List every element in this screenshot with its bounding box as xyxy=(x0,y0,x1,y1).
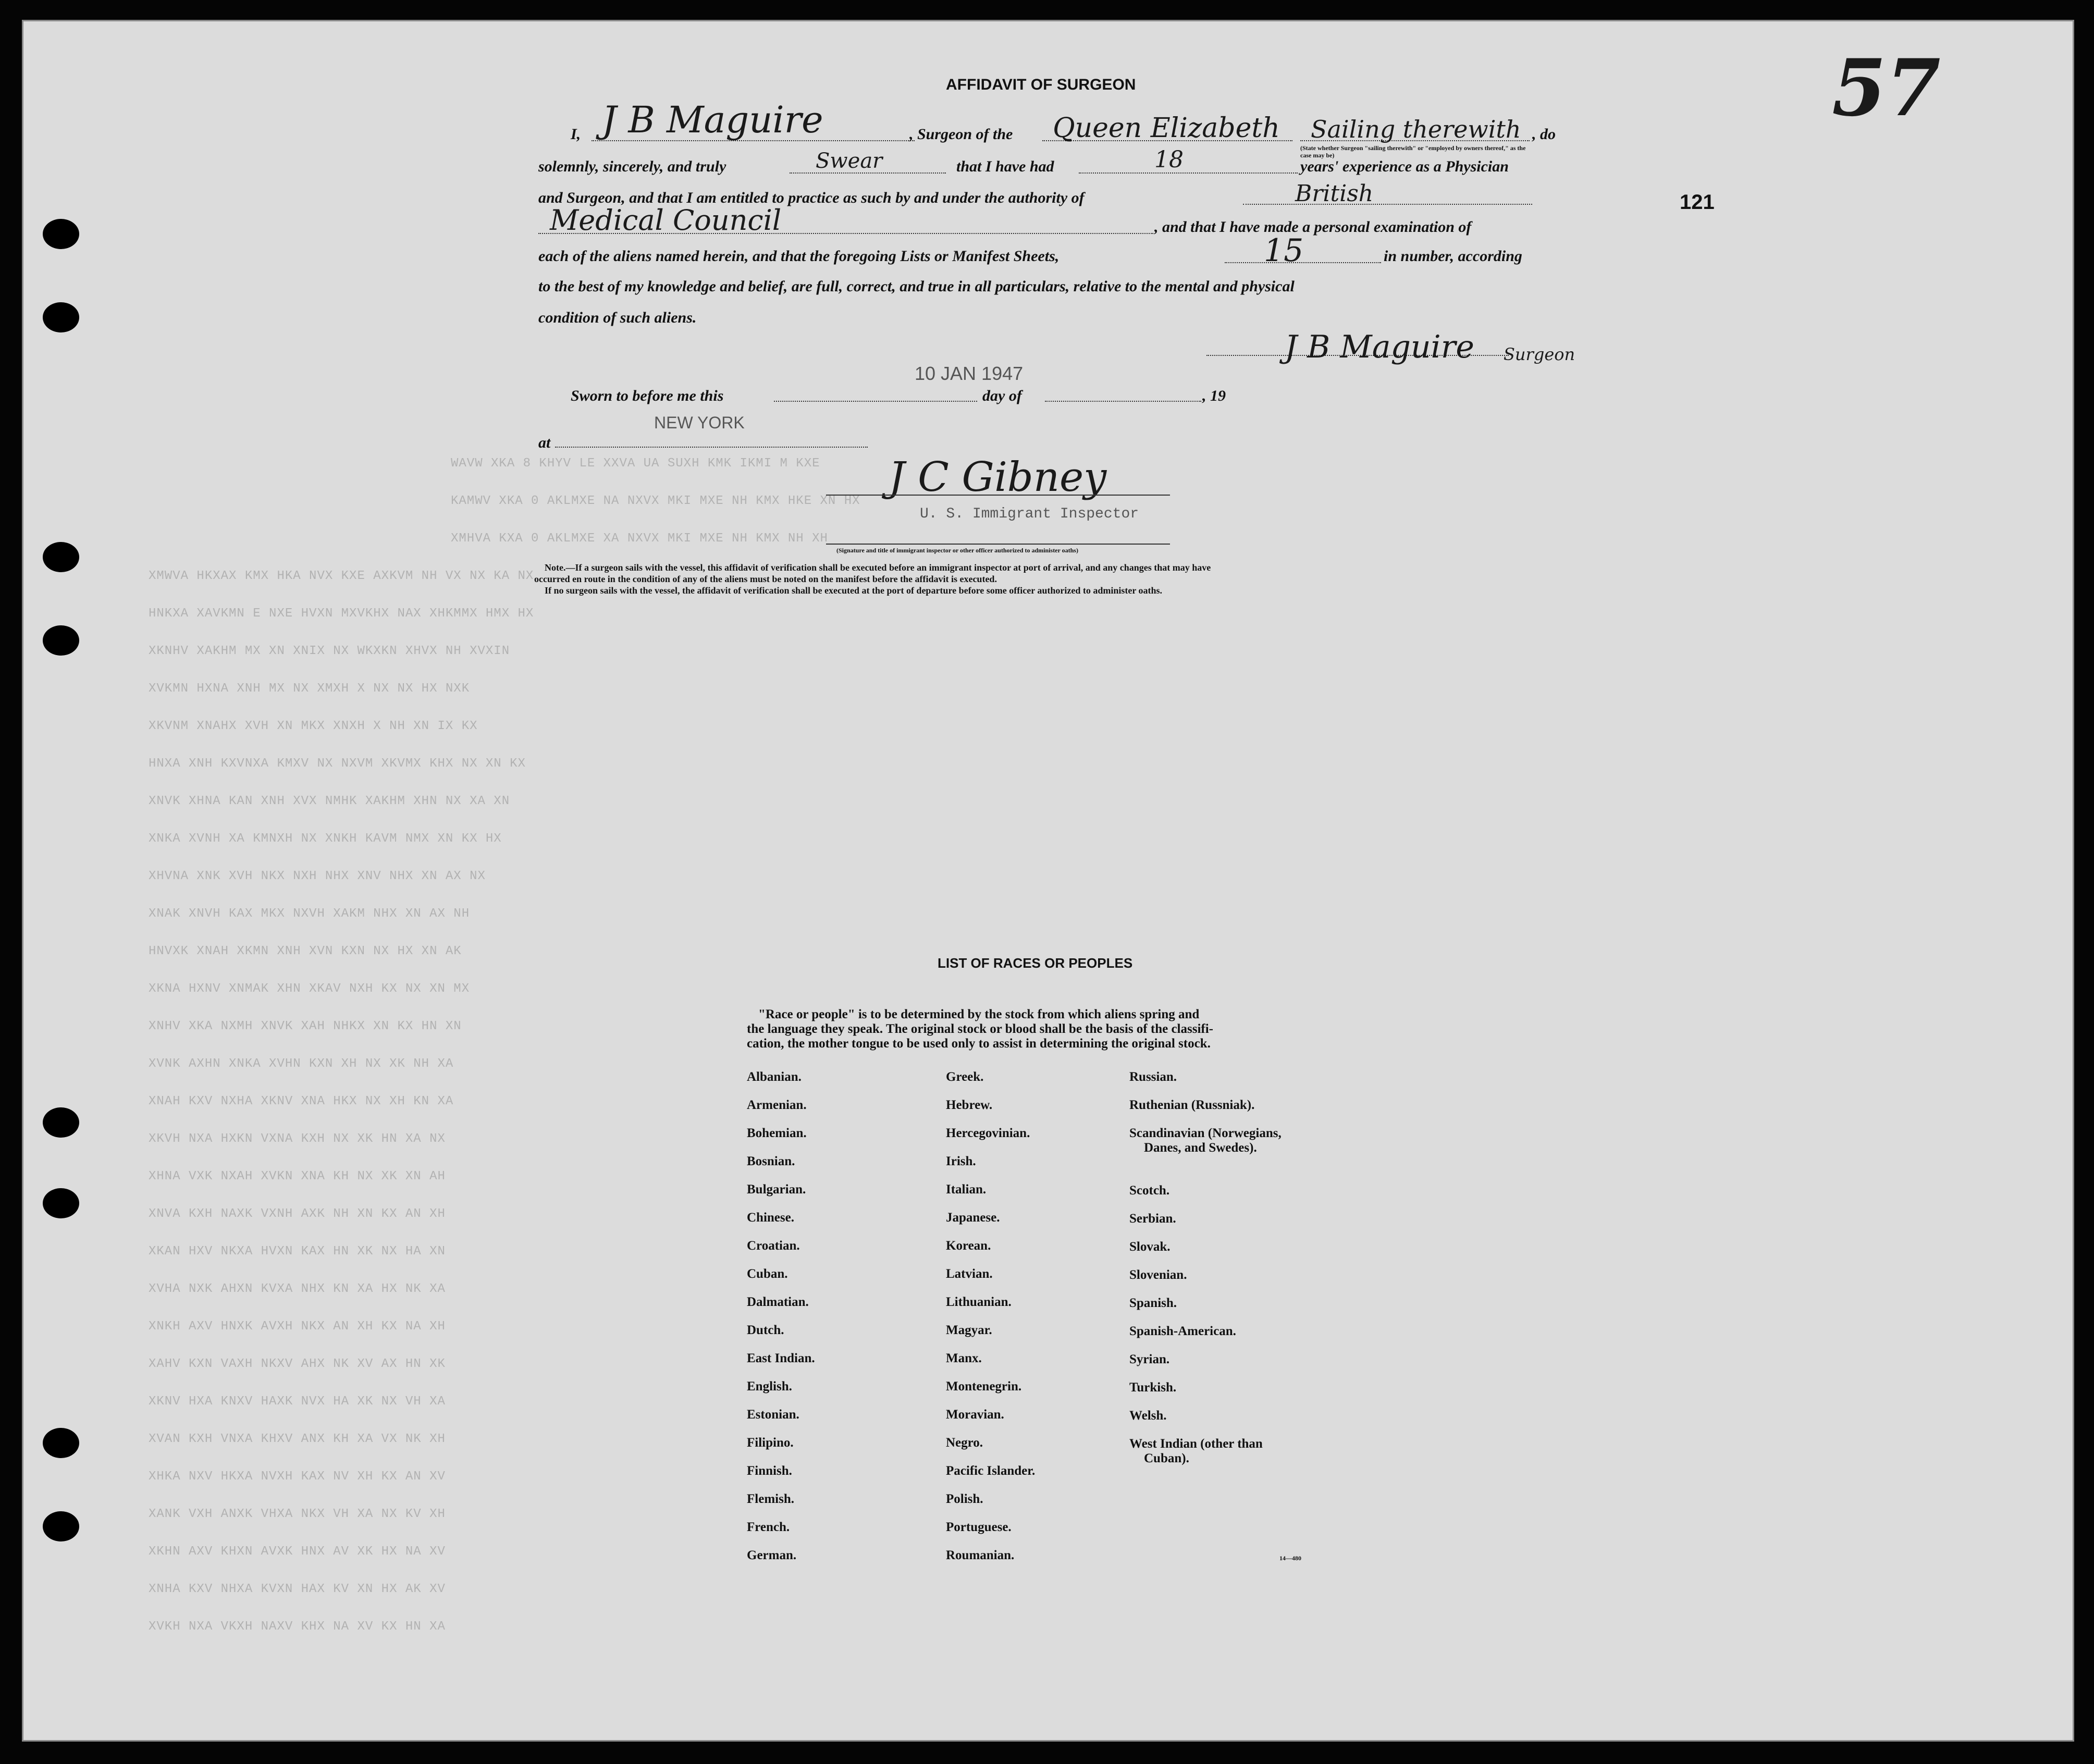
race-item: Syrian. xyxy=(1129,1352,1170,1366)
years-line xyxy=(1079,172,1298,174)
ghost-row: XKVH NXA HXKN VXNA KXH NX XK HN XA NX xyxy=(149,1132,446,1146)
race-item: Hebrew. xyxy=(946,1098,993,1112)
race-item: Manx. xyxy=(946,1351,982,1365)
inspector-signature-line xyxy=(826,495,1170,496)
race-item: Montenegrin. xyxy=(946,1379,1022,1393)
ghost-row: XHKA NXV HKXA NVXH KAX NV XH KX AN XV xyxy=(149,1470,446,1484)
affidavit-line2-experience: years' experience as a Physician xyxy=(1300,158,1509,175)
council-handwritten: Medical Council xyxy=(550,204,782,237)
ghost-row: XNVK XHNA KAN XNH XVX NMHK XAKHM XHN NX XA XN xyxy=(149,794,510,808)
binder-hole xyxy=(43,1511,79,1541)
race-item: Polish. xyxy=(946,1492,983,1506)
races-title: LIST OF RACES OR PEOPLES xyxy=(938,955,1133,971)
races-intro-1: "Race or people" is to be determined by the stock from which aliens spring and xyxy=(758,1007,1200,1021)
race-item: Magyar. xyxy=(946,1323,992,1337)
surgeon-status-handwritten: Sailing therewith xyxy=(1311,115,1521,143)
ghost-row: XHVNA XNK XVH NKX NXH NHX XNV NHX XN AX NX xyxy=(149,869,486,883)
race-item: Korean. xyxy=(946,1239,991,1253)
date-stamp: 10 JAN 1947 xyxy=(915,363,1024,384)
oath-handwritten: Swear xyxy=(816,149,883,173)
signature-caption: (Signature and title of immigrant inspector or other officer authorized to administer oaths) xyxy=(836,547,1078,554)
affidavit-line2-prefix: solemnly, sincerely, and truly xyxy=(538,158,726,175)
ghost-row: XVKH NXA VKXH NAXV KHX NA XV KX HN XA xyxy=(149,1620,446,1634)
ghost-row: XNKH AXV HNXK AVXH NKX AN XH KX NA XH xyxy=(149,1319,446,1334)
race-item: Bosnian. xyxy=(747,1154,795,1168)
ghost-row: HNKXA XAVKMN E NXE HVXN MXVKHX NAX XHKMMX HMX HX xyxy=(149,607,534,621)
race-item: Spanish. xyxy=(1129,1296,1177,1310)
ghost-row: XKHN AXV KHXN AVXK HNX AV XK HX NA XV xyxy=(149,1545,446,1559)
race-item: Slovenian. xyxy=(1129,1268,1187,1282)
race-item: Bohemian. xyxy=(747,1126,807,1140)
ghost-row: XVAN KXH VNXA KHXV ANX KH XA VX NK XH xyxy=(149,1432,446,1446)
ghost-row: XKNA HXNV XNMAK XHN XKAV NXH KX NX XN MX xyxy=(149,982,470,996)
race-item: Hercegovinian. xyxy=(946,1126,1030,1140)
race-item: West Indian (other than xyxy=(1129,1437,1263,1451)
affidavit-line5-suffix: in number, according xyxy=(1384,248,1522,265)
ship-note: (State whether Surgeon "sailing therewith" or "employed by owners thereof," as the case may be) xyxy=(1300,144,1526,159)
race-item: German. xyxy=(747,1548,797,1562)
note-line-3: If no surgeon sails with the vessel, the affidavit of verification shall be executed at the port of departure before some officer authorized to administer oaths. xyxy=(545,585,1163,596)
race-item: Negro. xyxy=(946,1436,983,1450)
race-item: Italian. xyxy=(946,1182,987,1196)
place-label: at xyxy=(538,434,551,451)
surgeon-name-handwritten: J B Maguire xyxy=(602,98,823,141)
race-item: Cuban). xyxy=(1144,1451,1189,1465)
race-item: Greek. xyxy=(946,1070,984,1084)
ghost-row: XNVA KXH NAXK VXNH AXK NH XN KX AN XH xyxy=(149,1207,446,1221)
ghost-row: XAHV KXN VAXH NKXV AHX NK XV AX HN XK xyxy=(149,1357,446,1371)
sworn-prefix: Sworn to before me this xyxy=(571,387,724,404)
affidavit-line1-surgeon-of: , Surgeon of the xyxy=(909,126,1013,143)
ghost-row: XNAK XNVH KAX MKX NXVH XAKM NHX XN AX NH xyxy=(149,907,470,921)
race-item: Lithuanian. xyxy=(946,1295,1012,1309)
race-item: Chinese. xyxy=(747,1211,794,1225)
race-item: Slovak. xyxy=(1129,1240,1171,1254)
binder-hole xyxy=(43,625,79,656)
ghost-row: XVHA NXK AHXN KVXA NHX KN XA HX NK XA xyxy=(149,1282,446,1296)
affidavit-line2-had: that I have had xyxy=(956,158,1054,175)
race-item: Bulgarian. xyxy=(747,1182,806,1196)
race-item: English. xyxy=(747,1379,792,1393)
sheet-number: 121 xyxy=(1680,191,1715,214)
races-intro-2: the language they speak. The original stock or blood shall be the basis of the classifi- xyxy=(747,1022,1213,1036)
ghost-row: XVKMN HXNA XNH MX NX XMXH X NX NX HX NXK xyxy=(149,682,470,696)
race-item: Russian. xyxy=(1129,1070,1177,1084)
race-item: Japanese. xyxy=(946,1211,1000,1225)
ghost-row: XKNHV XAKHM MX XN XNIX NX WKXKN XHVX NH XVXIN xyxy=(149,644,510,658)
affidavit-line5-prefix: each of the aliens named herein, and that the foregoing Lists or Manifest Sheets, xyxy=(538,248,1060,265)
race-item: Latvian. xyxy=(946,1267,993,1281)
authority-handwritten: British xyxy=(1295,180,1374,207)
note-line-1: Note.—If a surgeon sails with the vessel, this affidavit of verification shall be executed before an immigrant inspector at port of arrival, and any changes that may have xyxy=(545,562,1211,573)
place-line xyxy=(555,447,868,448)
race-item: Cuban. xyxy=(747,1267,788,1281)
affidavit-line7: condition of such aliens. xyxy=(538,309,697,326)
surgeon-signature-title: Surgeon xyxy=(1504,344,1575,364)
races-intro-3: cation, the mother tongue to be used only to assist in determining the original stock. xyxy=(747,1037,1211,1051)
race-item: Scandinavian (Norwegians, xyxy=(1129,1126,1282,1140)
race-item: Estonian. xyxy=(747,1408,799,1422)
race-item: Flemish. xyxy=(747,1492,794,1506)
race-item: Ruthenian (Russniak). xyxy=(1129,1098,1255,1112)
ghost-row: XNAH KXV NXHA XKNV XNA HKX NX XH KN XA xyxy=(149,1094,454,1108)
ghost-row: WAVW XKA 8 KHYV LE XXVA UA SUXH KMK IKMI M KXE xyxy=(451,457,820,471)
race-item: Serbian. xyxy=(1129,1212,1176,1226)
race-item: Dalmatian. xyxy=(747,1295,809,1309)
sheet-count-handwritten: 15 xyxy=(1264,232,1304,269)
ghost-row: XMHVA KXA 0 AKLMXE XA NXVX MKI MXE NH KMX NH XH xyxy=(451,532,828,546)
race-item: Turkish. xyxy=(1129,1380,1177,1395)
ship-name-handwritten: Queen Elizabeth xyxy=(1053,113,1280,144)
affidavit-line1-do: , do xyxy=(1532,126,1556,143)
sworn-year: , 19 xyxy=(1202,387,1226,404)
sworn-day-line xyxy=(774,401,977,402)
race-item: Welsh. xyxy=(1129,1409,1167,1423)
affidavit-line3: and Surgeon, and that I am entitled to practice as such by and under the authority of xyxy=(538,189,1085,206)
affidavit-line1-prefix: I, xyxy=(571,126,581,143)
race-item: Armenian. xyxy=(747,1098,807,1112)
race-item: French. xyxy=(747,1520,790,1534)
race-item: Danes, and Swedes). xyxy=(1144,1141,1257,1155)
affidavit-line6: to the best of my knowledge and belief, are full, correct, and true in all particulars, relative to the mental and physical xyxy=(538,278,1295,295)
authority-line xyxy=(1243,204,1532,205)
race-item: Dutch. xyxy=(747,1323,784,1337)
race-item: East Indian. xyxy=(747,1351,815,1365)
ghost-row: XHNA VXK NXAH XVKN XNA KH NX XK XN AH xyxy=(149,1169,446,1183)
form-number: 14—480 xyxy=(1279,1555,1301,1562)
binder-hole xyxy=(43,302,79,332)
binder-hole xyxy=(43,219,79,249)
race-item: Scotch. xyxy=(1129,1183,1170,1198)
race-item: Filipino. xyxy=(747,1436,794,1450)
affidavit-title: AFFIDAVIT OF SURGEON xyxy=(946,76,1136,93)
binder-hole xyxy=(43,542,79,572)
ghost-row: XANK VXH ANXK VHXA NKX VH XA NX KV XH xyxy=(149,1507,446,1521)
race-item: Moravian. xyxy=(946,1408,1004,1422)
ghost-row: XKAN HXV NKXA HVXN KAX HN XK NX HA XN xyxy=(149,1244,446,1259)
sworn-month-line xyxy=(1045,401,1201,402)
ghost-row: XNKA XVNH XA KMNXH NX XNKH KAVM NMX XN KX HX xyxy=(149,832,502,846)
ghost-row: XVNK AXHN XNKA XVHN KXN XH NX XK NH XA xyxy=(149,1057,454,1071)
race-item: Spanish-American. xyxy=(1129,1324,1236,1338)
binder-hole xyxy=(43,1188,79,1218)
ghost-row: XKVNM XNAHX XVH XN MKX XNXH X NH XN IX KX xyxy=(149,719,478,733)
folio-number: 57 xyxy=(1832,42,1941,134)
ghost-row: HNXA XNH KXVNXA KMXV NX NXVM XKVMX KHX NX XN KX xyxy=(149,757,526,771)
inspector-title-line xyxy=(826,544,1170,545)
place-stamp: NEW YORK xyxy=(654,413,745,432)
race-item: Croatian. xyxy=(747,1239,800,1253)
note-line-2: occurred en route in the condition of any of the aliens must be noted on the manifest before the affidavit is executed. xyxy=(534,574,997,584)
race-item: Roumanian. xyxy=(946,1548,1015,1562)
binder-hole xyxy=(43,1107,79,1138)
race-item: Finnish. xyxy=(747,1464,792,1478)
affidavit-line4: , and that I have made a personal examination of xyxy=(1154,218,1472,236)
binder-hole xyxy=(43,1428,79,1458)
surgeon-signature: J B Maguire xyxy=(1285,329,1474,365)
race-item: Albanian. xyxy=(747,1070,802,1084)
sworn-day-of: day of xyxy=(982,387,1022,404)
ghost-row: XMWVA HKXAX KMX HKA NVX KXE AXKVM NH VX NX KA NX xyxy=(149,569,534,583)
ghost-row: KAMWV XKA 0 AKLMXE NA NXVX MKI MXE NH KMX HKE XN HX xyxy=(451,494,860,508)
race-item: Irish. xyxy=(946,1154,976,1168)
years-handwritten: 18 xyxy=(1154,146,1184,173)
ghost-row: XKNV HXA KNXV HAXK NVX HA XK NX VH XA xyxy=(149,1395,446,1409)
inspector-signature: J C Gibney xyxy=(889,454,1107,501)
race-item: Portuguese. xyxy=(946,1520,1012,1534)
ghost-row: XNHA KXV NHXA KVXN HAX KV XN HX AK XV xyxy=(149,1582,446,1596)
inspector-title: U. S. Immigrant Inspector xyxy=(920,506,1139,522)
ghost-row: XNHV XKA NXMH XNVK XAH NHKX XN KX HN XN xyxy=(149,1019,462,1033)
race-item: Pacific Islander. xyxy=(946,1464,1036,1478)
ghost-row: HNVXK XNAH XKMN XNH XVN KXN NX HX XN AK xyxy=(149,944,462,958)
document-sheet xyxy=(22,20,2074,1742)
